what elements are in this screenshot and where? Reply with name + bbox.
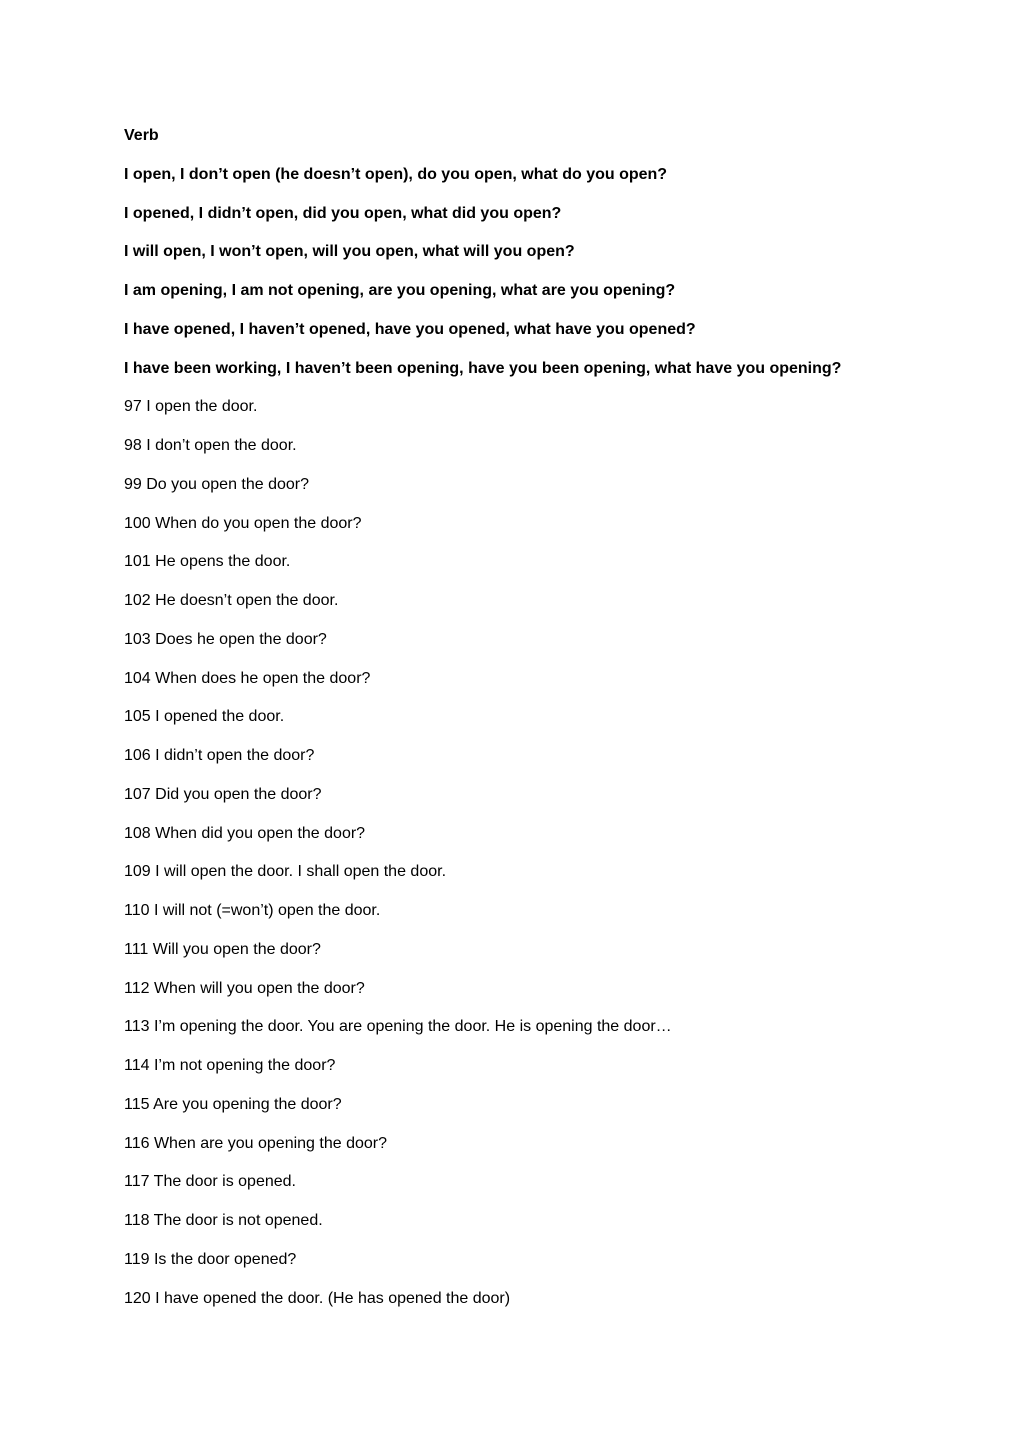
sentence-line: 118 The door is not opened. <box>124 1212 323 1229</box>
pattern-line: I am opening, I am not opening, are you opening, what are you opening? <box>124 282 676 299</box>
sentence-line: 119 Is the door opened? <box>124 1250 297 1268</box>
sentence-line: 108 When did you open the door? <box>124 824 366 842</box>
sentence-line: 111 Will you open the door? <box>124 940 321 958</box>
sentence-line: 98 I don’t open the door. <box>124 437 297 454</box>
sentence-line: 114 I’m not opening the door? <box>124 1057 336 1074</box>
sentence-line: 103 Does he open the door? <box>124 630 327 648</box>
sentence-line: 107 Did you open the door? <box>124 785 322 803</box>
sentence-line: 112 When will you open the door? <box>124 979 365 997</box>
sentence-line: 106 I didn’t open the door? <box>124 747 315 764</box>
sentence-line: 113 I’m opening the door. You are opening the door. He is opening the door… <box>124 1018 672 1036</box>
sentence-line: 102 He doesn’t open the door. <box>124 592 339 609</box>
pattern-line: I opened, I didn’t open, did you open, what did you open? <box>124 204 562 222</box>
document-heading: Verb <box>124 127 159 144</box>
sentence-line: 116 When are you opening the door? <box>124 1134 388 1152</box>
sentence-line: 117 The door is opened. <box>124 1173 296 1191</box>
sentence-line: 105 I opened the door. <box>124 708 285 726</box>
sentence-line: 101 He opens the door. <box>124 553 291 571</box>
pattern-line: I have been working, I haven’t been opening, have you been opening, what have you opening? <box>124 359 842 377</box>
sentence-line: 97 I open the door. <box>124 398 258 416</box>
sentence-line: 100 When do you open the door? <box>124 514 362 532</box>
sentence-line: 99 Do you open the door? <box>124 475 310 493</box>
pattern-line: I open, I don’t open (he doesn’t open), do you open, what do you open? <box>124 165 668 183</box>
sentence-line: 115 Are you opening the door? <box>124 1095 342 1113</box>
pattern-line: I have opened, I haven’t opened, have you opened, what have you opened? <box>124 320 696 338</box>
pattern-line: I will open, I won’t open, will you open, what will you open? <box>124 243 575 261</box>
sentence-line: 110 I will not (=won’t) open the door. <box>124 902 381 919</box>
sentence-line: 109 I will open the door. I shall open the door. <box>124 863 447 881</box>
sentence-line: 104 When does he open the door? <box>124 669 371 687</box>
document-page <box>124 124 1004 1325</box>
sentence-line: 120 I have opened the door. (He has opened the door) <box>124 1289 511 1307</box>
